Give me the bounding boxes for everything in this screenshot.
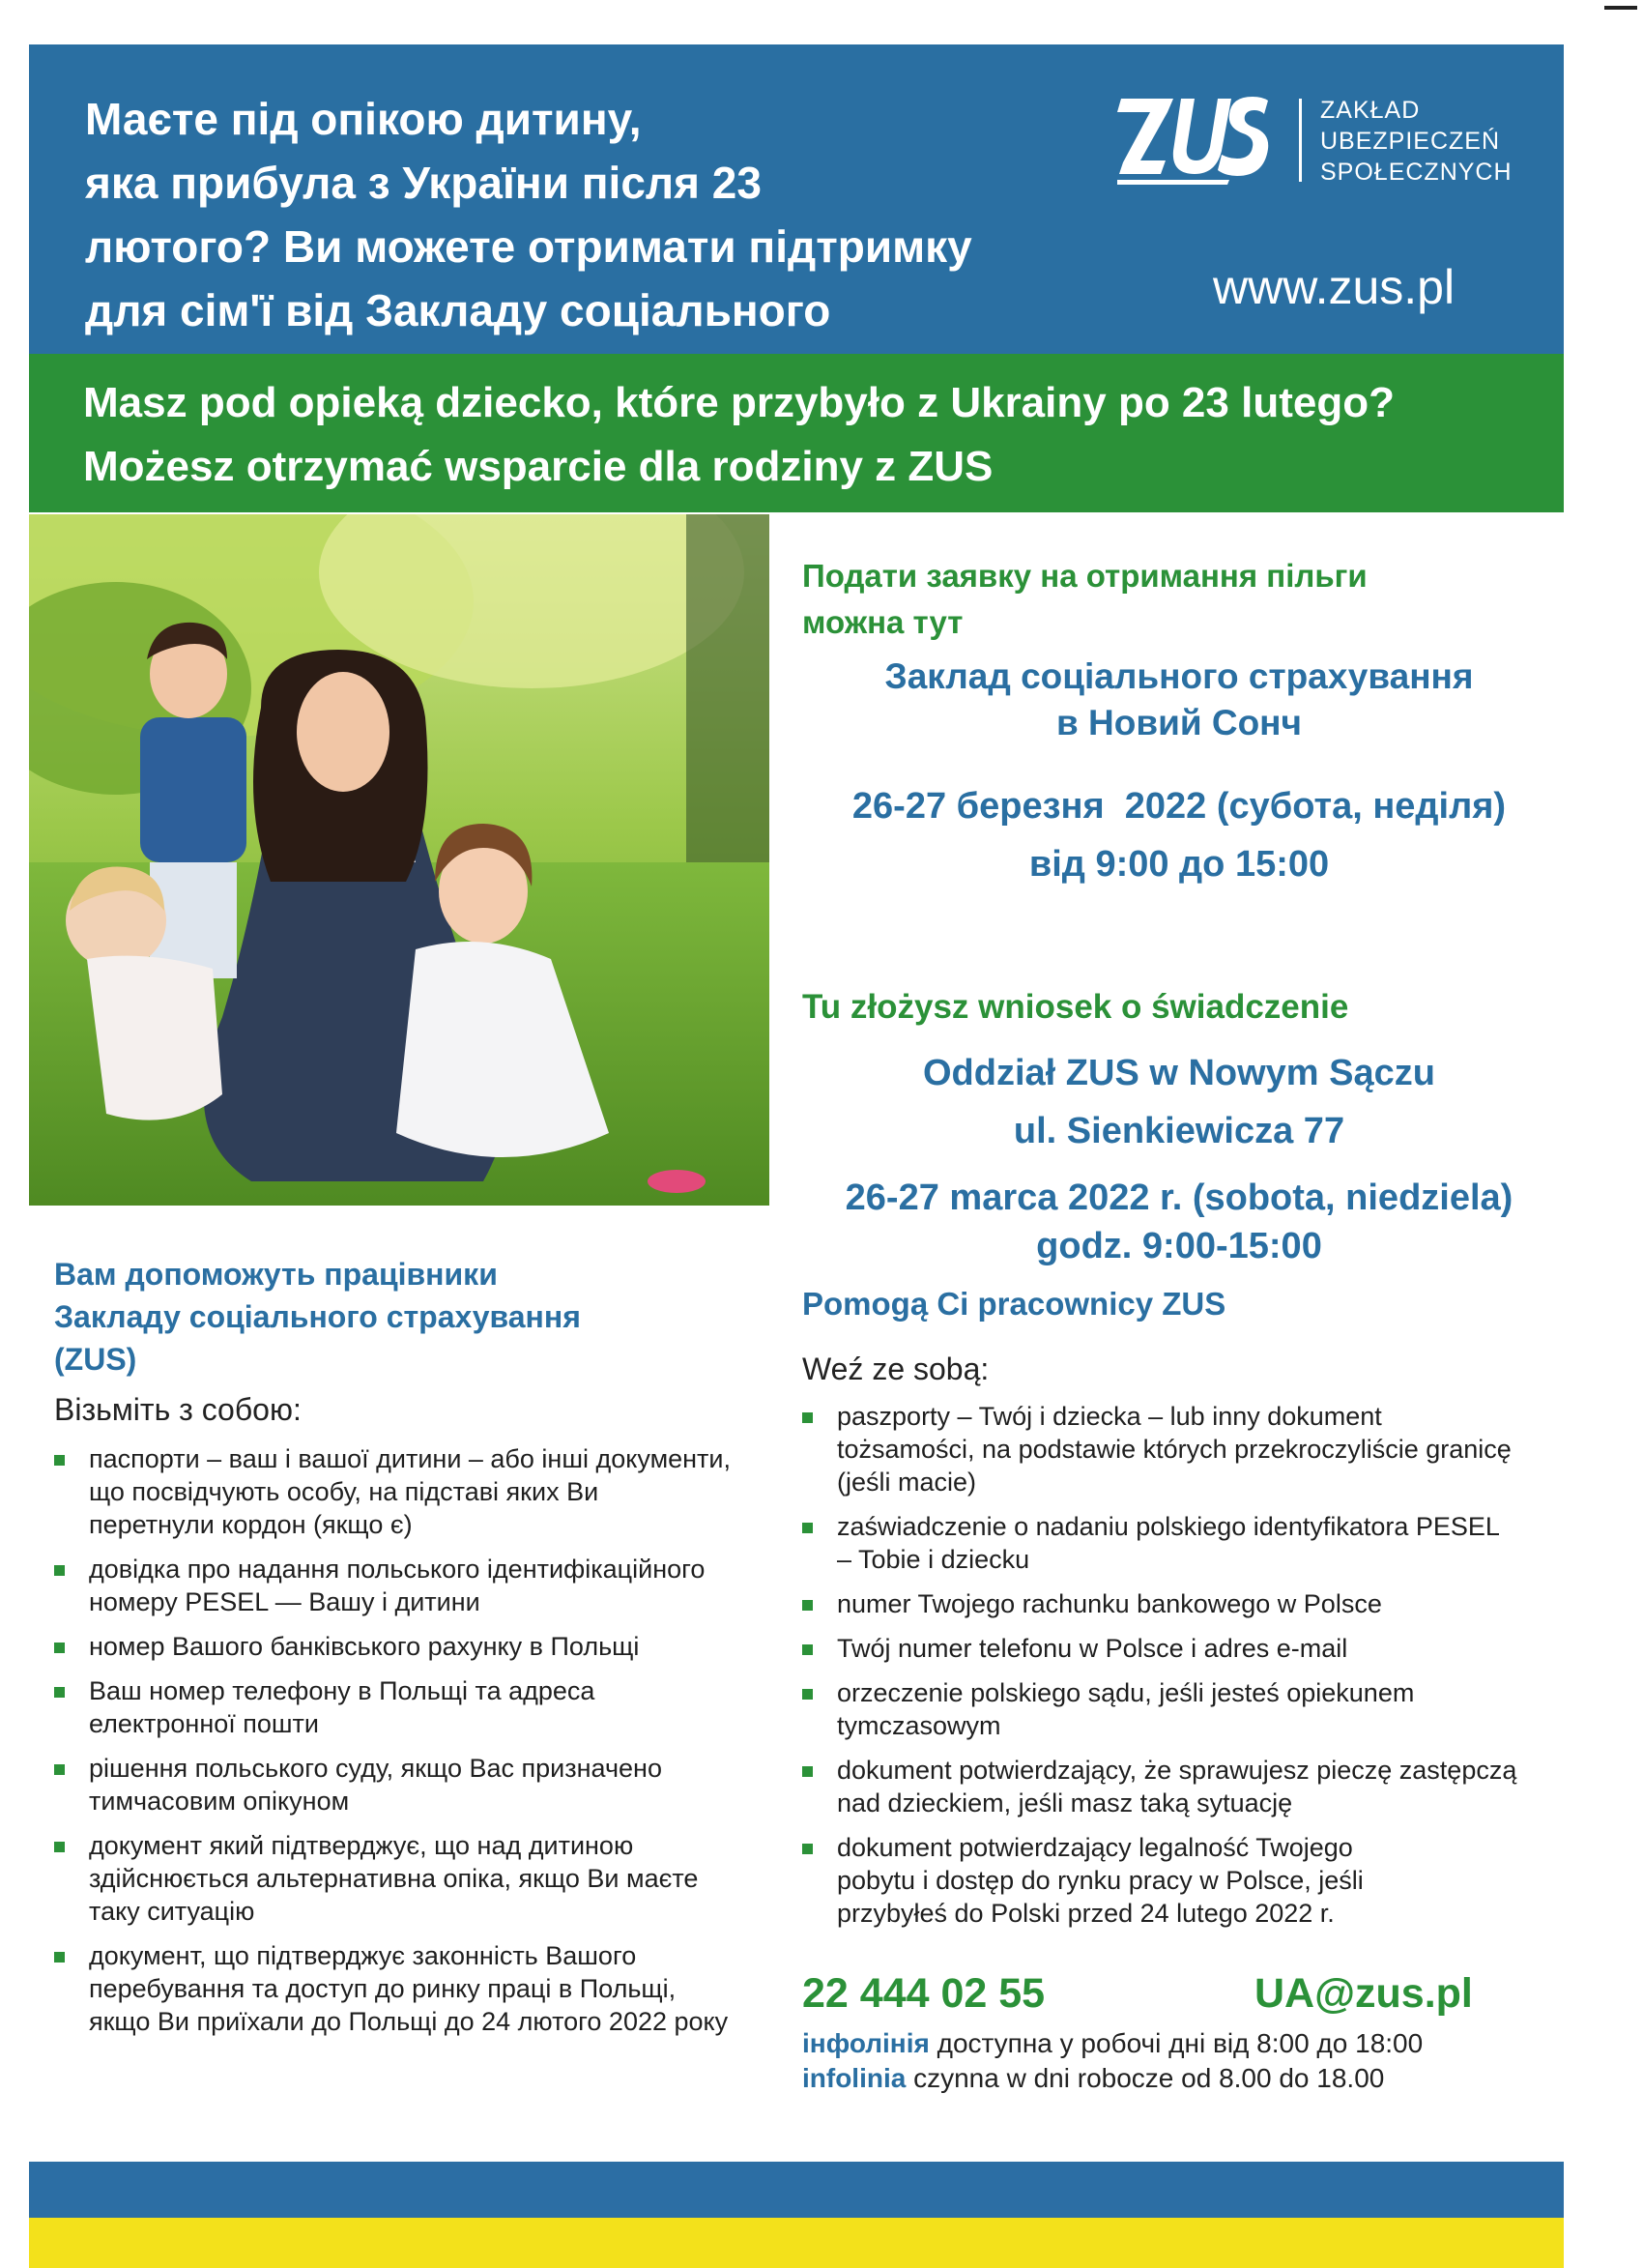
scan-corner-mark <box>1604 6 1637 10</box>
uk-hotline-text: доступна у робочі дні від 8:00 до 18:00 <box>929 2028 1424 2058</box>
uk-help-heading <box>54 1253 731 1381</box>
list-item: Twój numer telefonu w Polsce i adres e-mail <box>802 1632 1517 1665</box>
logo-text <box>1320 95 1513 188</box>
poster <box>29 44 1564 2216</box>
pl-hotline-text: czynna w dni robocze od 8.00 do 18.00 <box>906 2063 1385 2093</box>
list-item: Ваш номер телефону в Польщі та адреса електронної пошти <box>54 1674 731 1740</box>
uk-hotline-info <box>802 2028 1423 2059</box>
pl-hotline-info <box>802 2063 1384 2094</box>
pl-apply-heading: Tu złożysz wniosek o świadczenie <box>802 988 1349 1026</box>
list-item: numer Twojego rachunku bankowego w Polsce <box>802 1587 1517 1620</box>
phone-number: 22 444 02 55 <box>802 1970 1046 2017</box>
uk-headline-line: Маєте під опікою дитину, <box>85 94 642 144</box>
pl-banner <box>29 354 1564 512</box>
uk-help-heading-line: Закладу соціального страхування <box>54 1299 581 1334</box>
list-item: orzeczenie polskiego sądu, jeśli jesteś opiekunem tymczasowym <box>802 1676 1517 1742</box>
list-item: dokument potwierdzający legalność Twojego pobytu i dostęp do rynku pracy w Polsce, jeśli przybyłeś do Polski przed 24 lutego 2022 r. <box>802 1831 1378 1930</box>
website-url: www.zus.pl <box>1213 260 1456 314</box>
pl-take-label: Weź ze sobą: <box>802 1352 990 1386</box>
pl-office <box>797 1044 1561 1160</box>
uk-office-line: в Новий Сонч <box>1055 703 1302 742</box>
email-address: UA@zus.pl <box>1254 1970 1473 2017</box>
zus-logo <box>1117 91 1523 197</box>
list-item: паспорти – ваш і вашої дитини – або інші документи, що посвідчують особу, на підставі яких Ви перетнули кордон (якщо є) <box>54 1442 731 1541</box>
uk-help-heading-line: (ZUS) <box>54 1342 137 1377</box>
uk-apply-heading <box>802 553 1368 646</box>
pl-hours: godz. 9:00-15:00 <box>1036 1226 1322 1266</box>
uk-headline-line: яка прибула з України після 23 <box>85 158 762 208</box>
pl-dates: 26-27 marca 2022 r. (sobota, niedziela) <box>845 1178 1513 1218</box>
logo-divider <box>1299 99 1302 182</box>
logo-text-line: ZAKŁAD <box>1320 97 1421 124</box>
pl-schedule <box>797 1174 1561 1270</box>
uk-office <box>797 654 1561 746</box>
logo-text-line: SPOŁECZNYCH <box>1320 159 1513 186</box>
uk-headline-line: для сім'ї від Закладу соціального <box>85 285 831 335</box>
flag-stripe-yellow <box>29 2218 1564 2268</box>
pl-help-heading: Pomogą Ci pracownicy ZUS <box>802 1286 1226 1322</box>
uk-apply-heading-line: Подати заявку на отримання пільги <box>802 558 1368 594</box>
uk-schedule <box>797 777 1561 893</box>
uk-take-label: Візьміть з собою: <box>54 1392 302 1427</box>
list-item: документ, що підтверджує законність Вашого перебування та доступ до ринку праці в Польщі, якщо Ви приїхали до Польщі до 24 лютого 2022 року <box>54 1939 731 2038</box>
list-item: документ який підтверджує, що над дитиною здійснюється альтернативна опіка, якщо Ви маєте таку ситуацію <box>54 1829 731 1928</box>
list-item: номер Вашого банківського рахунку в Польщі <box>54 1630 731 1663</box>
uk-help-heading-line: Вам допоможуть працівники <box>54 1257 498 1292</box>
list-item: dokument potwierdzający, że sprawujesz pieczę zastępczą nad dzieckiem, jeśli masz taką sytuację <box>802 1754 1517 1819</box>
pl-headline-line: Możesz otrzymać wsparcie dla rodziny z ZUS <box>83 443 994 490</box>
zus-logo-icon <box>1117 91 1272 188</box>
pl-headline <box>83 371 1395 499</box>
uk-dates: 26-27 березня 2022 (субота, неділя) <box>851 786 1507 827</box>
pl-items-list <box>802 1400 1517 1930</box>
uk-hotline-label: інфолінія <box>802 2028 930 2058</box>
list-item: довідка про надання польського ідентифікаційного номеру PESEL — Вашу і дитини <box>54 1553 731 1618</box>
uk-apply-heading-line: можна тут <box>802 604 964 640</box>
family-photo <box>29 514 769 1206</box>
list-item: paszporty – Twój i dziecka – lub inny dokument tożsamości, na podstawie których przekroczyliście granicę (jeśli macie) <box>802 1400 1517 1498</box>
pl-office-line: Oddział ZUS w Nowym Sączu <box>923 1053 1435 1093</box>
uk-headline <box>85 87 1052 342</box>
family-photo-illustration <box>29 514 769 1206</box>
logo-text-line: UBEZPIECZEŃ <box>1320 128 1501 155</box>
pl-hotline-label: infolinia <box>802 2063 907 2093</box>
uk-headline-line: лютого? Ви можете отримати підтримку <box>85 221 972 272</box>
header-band <box>29 44 1564 354</box>
list-item: zaświadczenie o nadaniu polskiego identyfikatora PESEL – Tobie i dziecku <box>802 1510 1517 1576</box>
flag-stripe-blue <box>29 2162 1564 2218</box>
uk-hours: від 9:00 до 15:00 <box>1028 844 1330 885</box>
uk-items-list <box>54 1442 731 2038</box>
list-item: рішення польського суду, якщо Вас призначено тимчасовим опікуном <box>54 1752 731 1817</box>
uk-office-line: Заклад соціального страхування <box>884 656 1474 696</box>
pl-office-line: ul. Sienkiewicza 77 <box>1013 1111 1345 1151</box>
pl-headline-line: Masz pod opieką dziecko, które przybyło z Ukrainy po 23 lutego? <box>83 379 1395 426</box>
